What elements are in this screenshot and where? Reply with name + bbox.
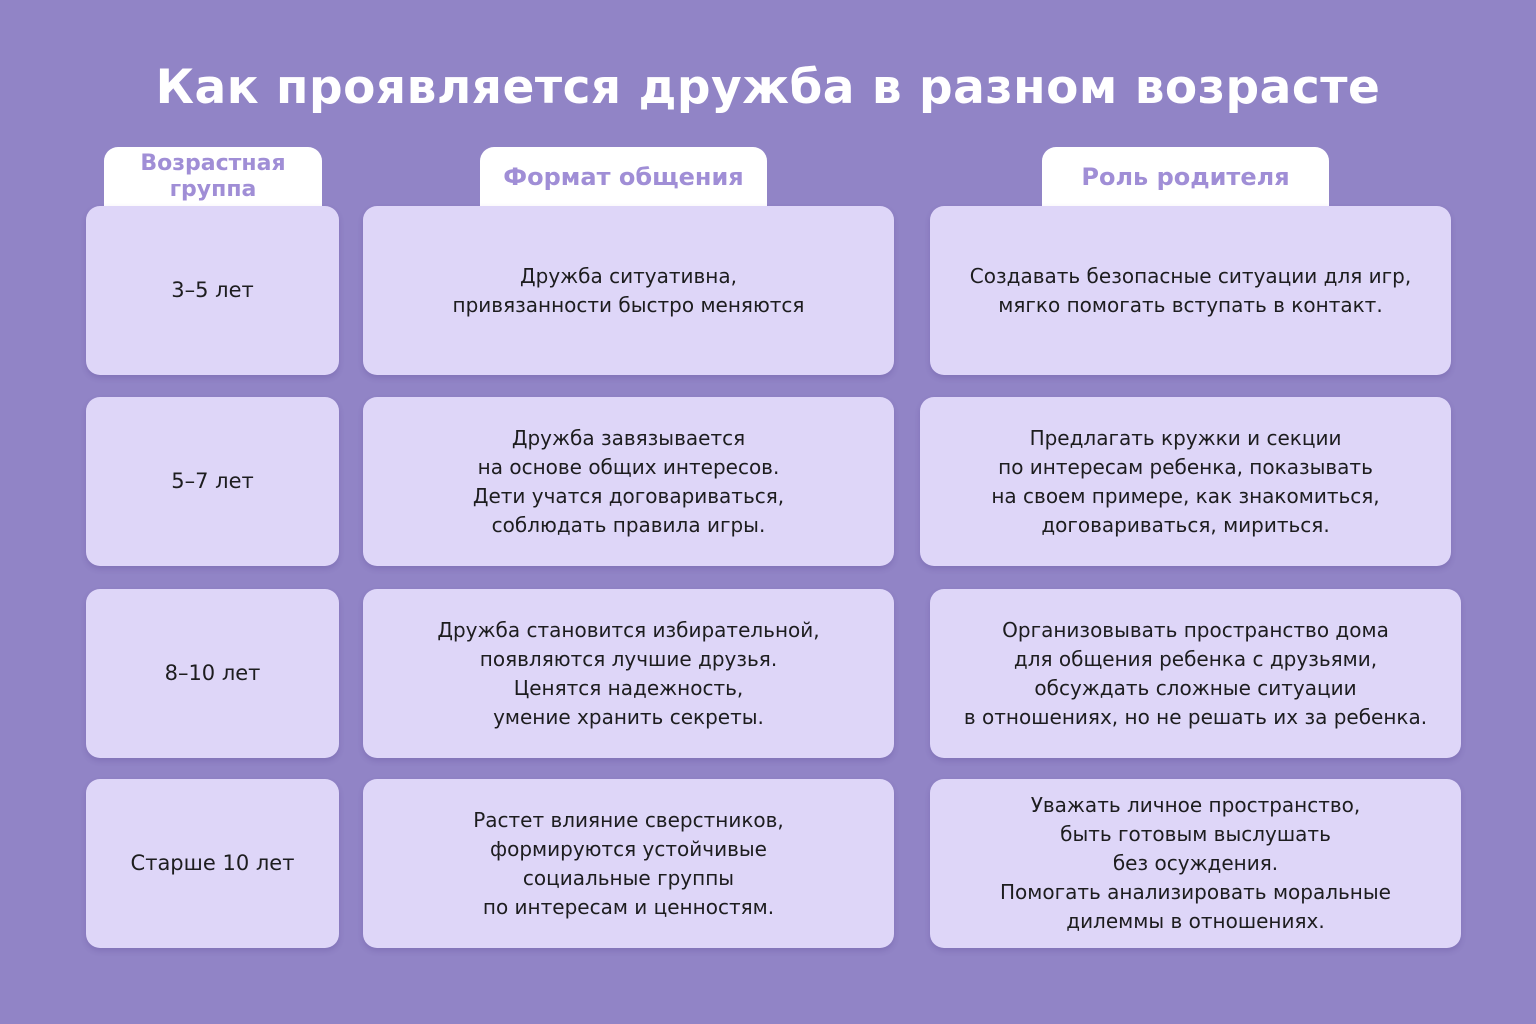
header-communication-format-label: Формат общения	[503, 163, 744, 191]
parent-cell-3	[930, 589, 1461, 758]
age-label: Старше 10 лет	[130, 851, 295, 875]
parent-text: Предлагать кружки и секции по интересам ребенка, показывать на своем примере, как знакомиться, договариваться, мириться.	[991, 425, 1380, 537]
parent-text: Создавать безопасные ситуации для игр, мягко помогать вступать в контакт.	[969, 263, 1412, 317]
age-label: 5–7 лет	[171, 469, 254, 493]
format-cell-4	[363, 779, 894, 948]
parent-text: Уважать личное пространство, быть готовым выслушать без осуждения. Помогать анализировать моральные дилеммы в отношениях.	[1000, 793, 1391, 933]
age-label: 3–5 лет	[171, 278, 254, 302]
age-cell-1	[86, 206, 339, 375]
age-cell-3	[86, 589, 339, 758]
age-label: 8–10 лет	[164, 661, 261, 685]
format-cell-1	[363, 206, 894, 375]
header-parent-role-label: Роль родителя	[1081, 163, 1290, 191]
parent-text: Организовывать пространство дома для общения ребенка с друзьями, обсуждать сложные ситуации в отношениях, но не решать их за ребенка.	[963, 617, 1428, 729]
format-text: Дружба становится избирательной, появляются лучшие друзья. Ценятся надежность, умение хранить секреты.	[437, 617, 820, 729]
format-cell-3	[363, 589, 894, 758]
parent-cell-4	[930, 779, 1461, 948]
age-cell-4	[86, 779, 339, 948]
header-age-group-label: Возрастная группа	[140, 151, 286, 202]
format-cell-2	[363, 397, 894, 566]
parent-cell-1	[930, 206, 1451, 375]
format-text: Дружба завязывается на основе общих интересов. Дети учатся договариваться, соблюдать правила игры.	[472, 425, 785, 537]
format-text: Растет влияние сверстников, формируются устойчивые социальные группы по интересам и ценностям.	[473, 807, 784, 919]
page-title: Как проявляется дружба в разном возрасте	[155, 60, 1381, 115]
header-parent-role	[1042, 147, 1329, 207]
format-text: Дружба ситуативна, привязанности быстро меняются	[452, 263, 805, 317]
age-cell-2	[86, 397, 339, 566]
header-communication-format	[480, 147, 767, 207]
parent-cell-2	[920, 397, 1451, 566]
header-age-group	[104, 147, 322, 207]
